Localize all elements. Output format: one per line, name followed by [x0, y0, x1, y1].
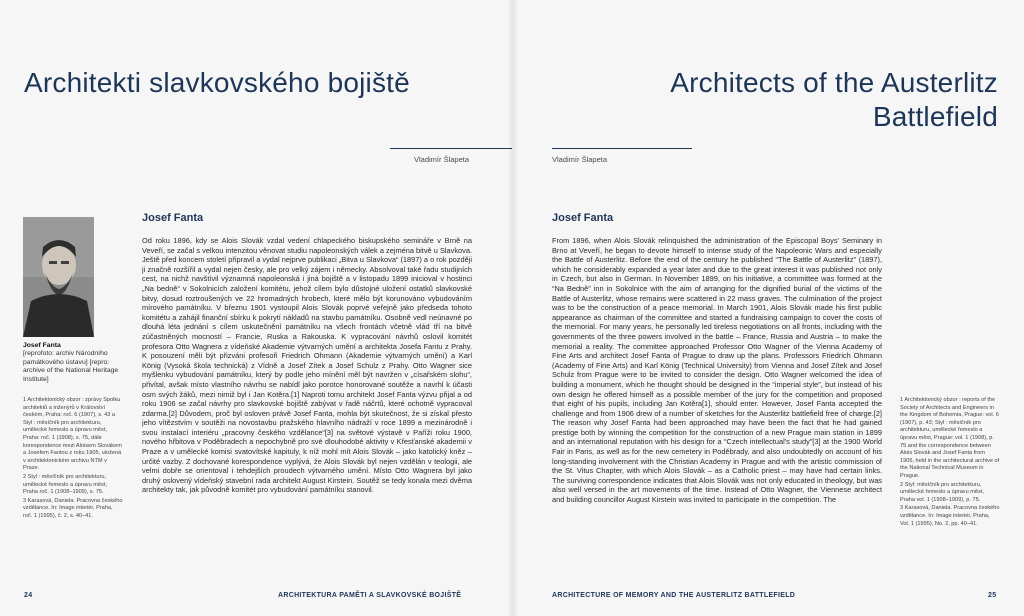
footnotes-right	[900, 397, 1000, 529]
body-text-en: From 1896, when Alois Slovák relinquished the administration of the Episcopal Boys' Seminary in Brno at Veveří, he began to devote himself to intense study of the Napoleonic Wars and especially the Battle of Austerlitz. Before the end of the century he published “The Battle of Austerlitz” (1897), which he considerably expanded a year later and due to the great interest it was published not only in Czech, but also in German. In November 1899, on his initiative, a committee was formed at the “Na Bedně” inn in Sokolnice with the aim of arranging for the dignified burial of the victims of the Battle of Austerlitz, whose remains were scattered in 22 mass graves. The culmination of the project was to be the construction of a peace memorial. In March 1901, Alois Slovák made his first public appearance as chairman of the committee and started a fundraising campaign to cover the costs of the memorial. For many years, he personally led tireless negotiations on all fronts, including with the governments of the three powers involved in the battle – France, Russia and Austria – to make the memorial a reality. The committee approached Professor Otto Wagner of the Vienna Academy of Fine Arts and architect Josef Fanta of Prague to draw up the plans. Professors Friedrich Ohmann (Academy of Fine Arts) and Karl König (Technical University) from Vienna and Josef Zítek and Josef Schulz from Prague were to be invited to consider the design. Otto Wagner welcomed the idea of building a monument, which he thought should be designed in the “imperial style”, but instead of his own design he offered himself as a possible member of the jury for the competition and proposed that eight of his pupils, including Jan Kotěra[1], should enter. However, Josef Fanta accepted the challenge and from 1906 drew of a number of sketches for the Austerlitz battlefield free of charge.[2] The reason why Josef Fanta had been approached may have been the fact that he had gained prestige both by winning the competition for the construction of a new Prague main station in 1899 and an international reputation with his design for a “Czech intellectual's study”[3] at the 1900 World Fair in Paris, as well as for the new cemetery in Poděbrady, and also undoubtedly on account of his long-standing involvement with the Christian Academy in Prague and with the artistic commission of the St. Vitus Chapter, with which Alois Slovák – as a Catholic priest – may have had certain links. The surviving correspondence indicates that Alois Slovák was not only educated in theology, but was also well versed in the art movements of the time. Instead of Otto Wagner, the Viennese architect and building councillor August Kirstein was invited to participate in the competition. The	[552, 236, 882, 505]
footnote: 3 Karasová, Daniela. Pracovna českého vzdělance. In: Image interiér, Praha, roč. 1 (1995), č. 2, s. 40–41.	[23, 497, 123, 519]
author-left: Vladimír Šlapeta	[414, 155, 470, 164]
section-heading-left: Josef Fanta	[142, 212, 204, 224]
footnotes-left	[23, 397, 123, 522]
footnote: 3 Karasová, Daniela. Pracovna českého vzdělance. In: Image interiér, Praha, Vol. 1 (1995), No. 2, pp. 40–41.	[900, 505, 1000, 527]
photo-caption	[23, 342, 123, 384]
portrait-photo	[23, 217, 94, 337]
page-title-en: Architects of the Austerlitz Battlefield	[670, 67, 998, 132]
page-title-cz: Architekti slavkovského bojiště	[24, 67, 410, 98]
footnote: 1 Architektonický obzor : zprávy Spolku architektů a inženýrů v Království českém, Praha: roč. 6 (1907), s. 43 a Styl : měsíčník pro architekturu, umělecké řemeslo a úpravu měst, Praha: roč. 1 (1908), s. 75, dále korespondence mezi Aloisem Slovákem a Josefem Fantou z roku 1905, uložená v architektonickém archivu NTM v Praze.	[23, 397, 122, 472]
caption-name: Josef Fanta	[23, 342, 61, 349]
caption-text: [reprofoto: archiv Národního památkového ústavu] [repro: archive of the National Heritage Institute]	[23, 350, 119, 383]
page-number-right: 25	[988, 592, 997, 599]
title-rule-right	[552, 148, 692, 149]
footnote: 2 Styl : měsíčník pro architekturu, umělecké řemeslo a úpravu měst, Praha roč. 1 (1908–1909), s. 75.	[23, 473, 107, 496]
running-head-left: ARCHITEKTURA PAMĚTI A SLAVKOVSKÉ BOJIŠTĚ	[278, 592, 462, 599]
author-right: Vladimír Šlapeta	[552, 155, 608, 164]
footnote: 2 Styl: měsíčník pro architekturu, umělecké řemeslo a úpravu měst, Praha vol. 1 (1908–1909), p. 75.	[900, 481, 984, 503]
portrait-image	[23, 217, 94, 337]
title-rule-left	[390, 148, 512, 149]
footnote: 1 Architektonický obzor : reports of the Society of Architects and Engineers in the Kingdom of Bohemia, Prague: vol. 6 (1907), p. 43; Styl : měsíčník pro architekturu, umělecké řemeslo a úpravu měst, Prague: vol. 1 (1908), p. 75 and the correspondence between Alois Slovák and Josef Fanta from 1905, held in the architectural archive of the National Technical Museum in Prague.	[900, 397, 1000, 479]
running-head-right: ARCHITECTURE OF MEMORY AND THE AUSTERLITZ BATTLEFIELD	[552, 592, 796, 599]
page-number-left: 24	[24, 592, 33, 599]
book-gutter	[508, 0, 518, 616]
body-text-cz: Od roku 1896, kdy se Alois Slovák vzdal vedení chlapeckého biskupského semináře v Brně na Veveří, se začal s velkou intenzitou věnovat studiu napoleonských válek a zejména bitvě u Slavkova. Ještě před koncem století připravil a vydal nejprve publikaci „Bitva u Slavkova“ (1897) a o rok později ji značně rozšířil a vydal nejen česky, ale pro velký zájem i německy. Absolvoval také řadu studijních cest, na nichž navštívil významná napoleonská i jiná bojiště a v listopadu 1899 inicioval v hostinci „Na bedně“ v Sokolnicích založení komitétu, jehož cílem bylo důstojné uložení ostatků slavkovské bitvy, dosud roztroušených ve 22 hromadných hrobech, které mělo být korunováno vybudováním mírového památníku. V březnu 1901 vystoupil Alois Slovák poprvé veřejně jako předseda tohoto komitétu a zahájil finanční sbírku k pokrytí nákladů na stavbu památníku. Osobně vedl neúnavné po dlouhá léta jednání s cílem uskutečnění památníku na všech frontách včetně vlád tří na bitvě zúčastněných mocností – Francie, Ruska a Rakouska. K vypracování návrhů oslovil komitét profesora Otto Wagnera z vídeňské Akademie výtvarných umění a architekta Josefa Fantu z Prahy. K posouzení měli být přizváni profesoři Friedrich Ohmann (Akademie výtvarných umění) a Karl König (Vysoká škola technická) z Vídně a Josef Zítek a Josef Schulz z Prahy. Otto Wagner sice myšlenku vybudování památníku, který by podle jeho mínění měl být navržen v „císařském slohu“, přivítal, avšak místo vlastního návrhu se nabídl jako porotce honorované soutěže a navrhl k účasti osm svých žáků, mezi nimiž byl i Jan Kotěra.[1] Naproti tomu architekt Josef Fanta výzvu přijal a od roku 1906 se začal návrhy pro slavkovské bojiště zabývat v řadě náčrtů, které ochotně vypracoval zdarma.[2] Důvodem, proč byl osloven právě Josef Fanta, mohla být skutečnost, že si získal přesto jeho vítězstvím v soutěži na novostavbu pražského hlavního nádraží v roce 1899 a mezinárodně i svou instalací interiéru „pracovny českého vzdělance“[3] na světové výstavě v Paříži roku 1900, nového hřbitova v Poděbradech a nepochybně pro své dlouhodobé aktivity v Křesťanské akademii v Praze a v umělecké komisi svatovítské kapituly, k níž mohl mít Alois Slovák – jako katolický kněz – určité vazby. Z dochované korespondence vyplývá, že Alois Slovák byl nejen vzdělán v teologii, ale velmi dobře se orientoval i tehdejších proudech výtvarného umění. Místo Otto Wagnera byl jako druhý oslovený vídeňský stavební rada architekt August Kirstein. Soutěž se tedy konala mezi dvěma architekty tak, jak původně komitét pro vybudování památníku stanovil.	[142, 236, 472, 495]
section-heading-right: Josef Fanta	[552, 212, 614, 224]
